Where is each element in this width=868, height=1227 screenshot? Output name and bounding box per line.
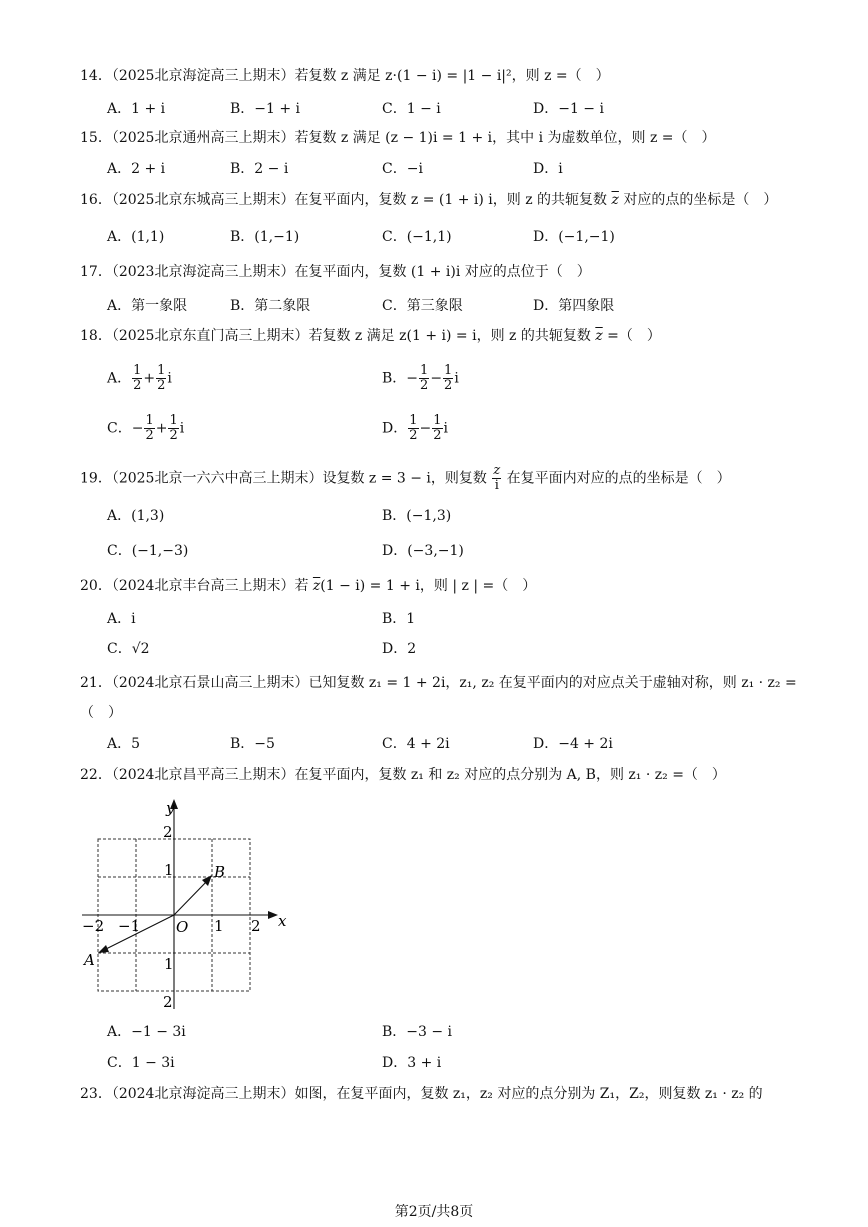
q18-c-frac2-num: 1 [169,413,178,428]
q15-option-a[interactable]: A．2 + i [107,161,166,177]
question-16-stem [80,190,777,210]
q18-d-frac2-num: 1 [433,413,442,428]
y-axis-label: y [166,799,175,817]
q18-d-frac1-den: 2 [409,428,418,443]
q18-d-op: − [419,420,432,437]
vector-oa-arrow-icon [98,945,109,953]
q18-a-tail: i [167,370,172,387]
q16-option-c[interactable]: C．(−1,1) [382,229,452,245]
question-21-stem: 21．（2024北京石景山高三上期末）已知复数 z₁ = 1 + 2i，z₁, z₂ 在复平面内的对应点关于虚轴对称，则 z₁ · z₂ = [80,675,797,691]
q20-stem-part1: 20．（2024北京丰台高三上期末）若 [80,578,313,594]
q17-option-d[interactable]: D．第四象限 [533,298,615,314]
q18-c-frac1-den: 2 [145,428,154,443]
q18-d-frac2 [432,414,442,443]
q18-c-op: + [155,420,168,437]
q19-frac-num: z [493,463,501,478]
q20-option-a[interactable]: A．i [107,611,136,627]
q14-option-c[interactable]: C．1 − i [382,101,441,117]
q18-a-frac1 [132,364,142,393]
page-footer: 第2页/共8页 [394,1204,474,1220]
q18-b-frac2-num: 1 [444,363,453,378]
q20-option-c[interactable]: C．√2 [107,641,150,657]
q16-option-a[interactable]: A．(1,1) [107,229,165,245]
q22-option-a[interactable]: A．−1 − 3i [107,1024,186,1040]
q19-option-a[interactable]: A．(1,3) [107,508,165,524]
question-18-stem [80,326,661,346]
q20-option-b[interactable]: B．1 [382,611,416,627]
q21-option-d[interactable]: D．−4 + 2i [533,736,613,752]
q19-stem-part1: 19．（2025北京一六六中高三上期末）设复数 z = 3 − i，则复数 [80,470,492,487]
q18-a-label: A． [107,370,132,387]
q18-c-frac1 [144,414,154,443]
q20-conj-z: $\overline{z}$ [312,578,321,594]
q22-option-d[interactable]: D．3 + i [382,1055,442,1071]
q18-option-a[interactable] [107,364,172,393]
q17-option-c[interactable]: C．第三象限 [382,298,463,314]
q18-a-frac2-num: 1 [157,363,166,378]
q18-d-frac1 [408,414,418,443]
point-a-label: A [84,951,95,969]
q14-option-b[interactable]: B．−1 + i [230,101,301,117]
q18-c-frac2-den: 2 [169,428,178,443]
q22-option-c[interactable]: C．1 − 3i [107,1055,175,1071]
q20-option-d[interactable]: D．2 [382,641,417,657]
y-tick-1: 1 [164,861,174,879]
q18-option-b[interactable] [382,364,459,393]
q18-option-d[interactable] [382,414,448,443]
x-tick-2: 2 [251,917,261,935]
q18-c-sign: − [131,420,144,437]
q18-b-tail: i [454,370,459,387]
q18-c-frac1-num: 1 [145,413,154,428]
x-tick-neg2: −2 [82,917,105,935]
q21-option-b[interactable]: B．−5 [230,736,275,752]
question-22-stem: 22．（2024北京昌平高三上期末）在复平面内，复数 z₁ 和 z₂ 对应的点分别为 A, B，则 z₁ · z₂ =（ ） [80,767,726,783]
q18-d-frac2-den: 2 [433,428,442,443]
q16-stem-part1: 16．（2025北京东城高三上期末）在复平面内，复数 z = (1 + i) i，则 z 的共轭复数 [80,192,612,208]
vector-ob [174,879,209,915]
q18-a-op: + [143,370,156,387]
q19-option-d[interactable]: D．(−3,−1) [382,543,464,559]
q18-c-label: C． [107,420,132,437]
q21-option-c[interactable]: C．4 + 2i [382,736,450,752]
q15-option-b[interactable]: B．2 − i [230,161,289,177]
x-tick-neg1: −1 [118,917,141,935]
y-tick-neg2: 2 [163,993,173,1011]
q18-b-frac2 [443,364,453,393]
x-tick-1: 1 [214,917,224,935]
q16-option-d[interactable]: D．(−1,−1) [533,229,615,245]
question-14-stem: 14．（2025北京海淀高三上期末）若复数 z 满足 z·(1 − i) = |1 − i|²，则 z =（ ） [80,68,610,84]
q18-d-frac1-num: 1 [409,413,418,428]
q18-c-tail: i [179,420,185,437]
point-b-label: B [214,863,226,881]
q18-stem-part1: 18．（2025北京东直门高三上期末）若复数 z 满足 z(1 + i) = i，则 z 的共轭复数 [80,328,596,344]
q18-b-frac1 [419,364,429,393]
question-21-stem-cont: （ ） [80,705,122,721]
q19-option-c[interactable]: C．(−1,−3) [107,543,189,559]
q18-d-label: D． [382,420,408,437]
question-19-stem [80,464,731,493]
q19-fraction [492,464,501,493]
q18-stem-part2: =（ ） [602,328,661,344]
q18-a-frac2 [156,364,166,393]
q18-b-op: − [430,370,443,387]
q18-conj-z: $\overline{z}$ [595,328,603,344]
q18-b-sign: − [406,370,419,387]
q18-a-frac1-num: 1 [133,363,142,378]
complex-plane-figure [78,795,288,1015]
q18-b-frac1-num: 1 [420,363,429,378]
q17-option-a[interactable]: A．第一象限 [107,298,188,314]
q16-conj-z: $\overline{z}$ [611,192,619,208]
q19-option-b[interactable]: B．(−1,3) [382,508,452,524]
q19-stem-part2: 在复平面内对应的点的坐标是（ ） [502,470,731,487]
q18-a-frac2-den: 2 [157,378,166,393]
origin-label: O [176,918,189,936]
q18-a-frac1-den: 2 [133,378,142,393]
q19-frac-den: i [494,478,499,493]
x-axis-arrow-icon [268,911,278,919]
q15-option-d[interactable]: D．i [533,161,563,177]
q18-b-frac2-den: 2 [444,378,453,393]
question-23-stem: 23．（2024北京海淀高三上期末）如图，在复平面内，复数 z₁，z₂ 对应的点分别为 Z₁，Z₂，则复数 z₁ · z₂ 的 [80,1086,763,1102]
q14-option-d[interactable]: D．−1 − i [533,101,604,117]
x-axis-label: x [278,912,287,930]
q22-option-b[interactable]: B．−3 − i [382,1024,453,1040]
q14-option-a[interactable]: A．1 + i [107,101,166,117]
q17-option-b[interactable]: B．第二象限 [230,298,311,314]
question-15-stem: 15．（2025北京通州高三上期末）若复数 z 满足 (z − 1)i = 1 + i，其中 i 为虚数单位，则 z =（ ） [80,130,716,146]
y-tick-2: 2 [163,823,173,841]
q15-option-c[interactable]: C．−i [382,161,423,177]
q18-option-c[interactable] [107,414,184,443]
q21-option-a[interactable]: A．5 [107,736,141,752]
q20-stem-part2: (1 − i) = 1 + i，则 | z | =（ ） [320,578,537,594]
q18-d-tail: i [443,420,449,437]
q16-option-b[interactable]: B．(1,−1) [230,229,300,245]
q16-stem-part2: 对应的点的坐标是（ ） [618,192,778,208]
question-20-stem [80,576,536,596]
q18-b-label: B． [382,370,407,387]
question-17-stem: 17．（2023北京海淀高三上期末）在复平面内，复数 (1 + i)i 对应的点位于（ ） [80,264,591,280]
q18-b-frac1-den: 2 [420,378,429,393]
y-tick-neg1: 1 [164,955,174,973]
q18-c-frac2 [168,414,178,443]
